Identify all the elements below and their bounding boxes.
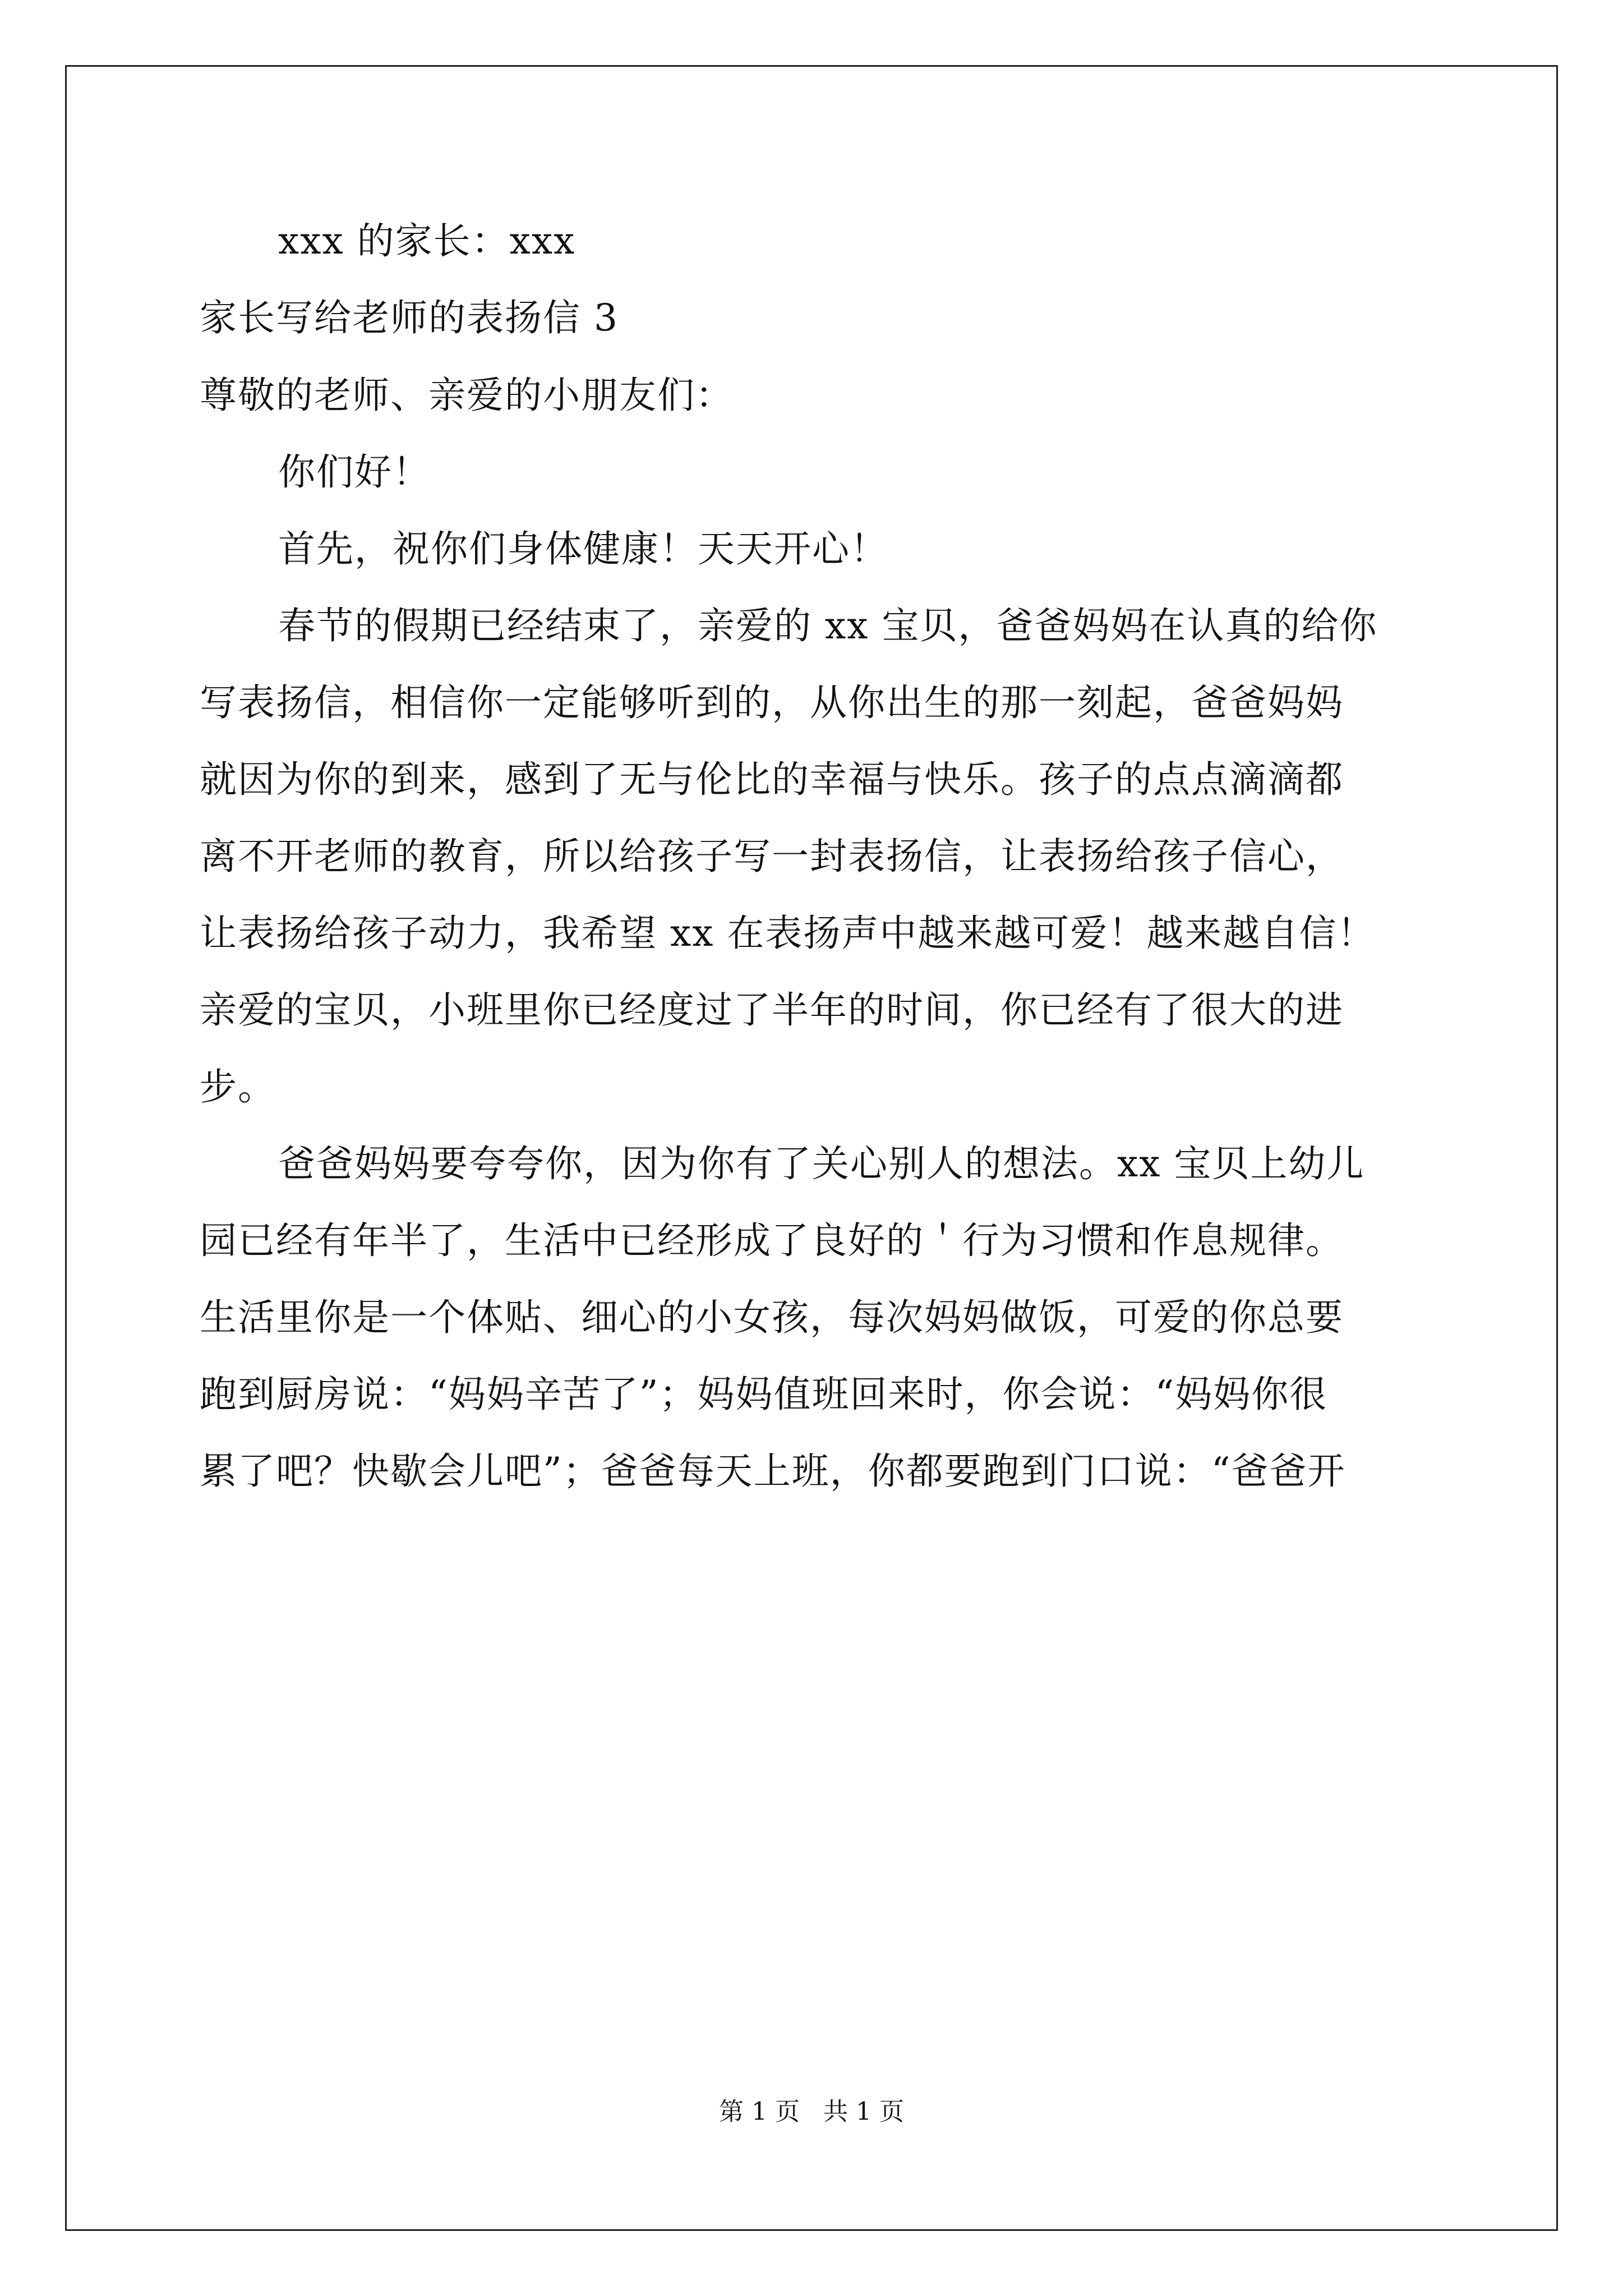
signature-line: xxx 的家长：xxx: [278, 219, 576, 263]
paragraph-line: 亲爱的宝贝，小班里你已经度过了半年的时间，你已经有了很大的进: [200, 988, 1344, 1032]
greeting: 你们好！: [278, 450, 431, 494]
page-number-footer: 第 1 页 共 1 页: [719, 2097, 904, 2126]
paragraph-line: 跑到厨房说：“妈妈辛苦了”；妈妈值班回来时，你会说：“妈妈你很: [200, 1373, 1328, 1416]
paragraph-line: 首先，祝你们身体健康！天天开心！: [278, 527, 888, 570]
paragraph-line: 爸爸妈妈要夸夸你，因为你有了关心别人的想法。xx 宝贝上幼儿: [278, 1142, 1365, 1185]
paragraph-line: 离不开老师的教育，所以给孩子写一封表扬信，让表扬给孩子信心，: [200, 835, 1344, 878]
paragraph-line: 步。: [200, 1065, 276, 1108]
paragraph-line: 让表扬给孩子动力，我希望 xx 在表扬声中越来越可爱！越来越自信！: [200, 912, 1376, 955]
salutation: 尊敬的老师、亲爱的小朋友们：: [200, 374, 734, 417]
letter-heading: 家长写给老师的表扬信 3: [200, 296, 619, 339]
paragraph-line: 累了吧？快歇会儿吧”；爸爸每天上班，你都要跑到门口说：“爸爸开: [200, 1450, 1346, 1493]
paragraph-line: 就因为你的到来，感到了无与伦比的幸福与快乐。孩子的点点滴滴都: [200, 758, 1344, 801]
paragraph-line: 生活里你是一个体贴、细心的小女孩，每次妈妈做饭，可爱的你总要: [200, 1296, 1344, 1339]
paragraph-line: 写表扬信，相信你一定能够听到的，从你出生的那一刻起，爸爸妈妈: [200, 681, 1344, 724]
paragraph-line: 春节的假期已经结束了，亲爱的 xx 宝贝，爸爸妈妈在认真的给你: [278, 604, 1378, 647]
paragraph-line: 园已经有年半了，生活中已经形成了良好的＇行为习惯和作息规律。: [200, 1219, 1344, 1262]
